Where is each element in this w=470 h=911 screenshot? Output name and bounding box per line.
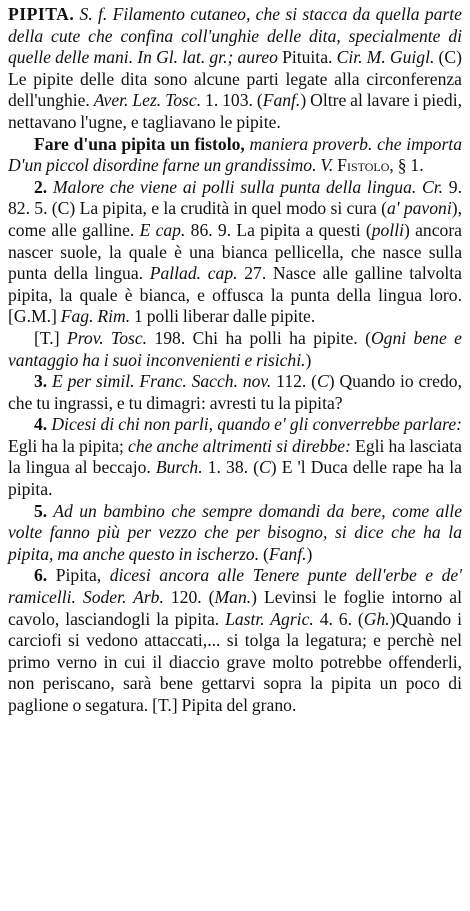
italic-text: polli <box>371 219 404 240</box>
italic-text: a' pavoni <box>386 198 452 219</box>
italic-text: Fanf. <box>268 543 307 564</box>
text-run: Pipita, <box>47 565 110 586</box>
text-run: 112. ( <box>276 371 318 392</box>
bold-phrase: Fare d'una pipita un fistolo, <box>34 133 245 154</box>
italic-text: Man. <box>214 587 252 608</box>
text-run: 4. 6. ( <box>319 608 364 629</box>
headword: PIPITA. <box>8 4 75 24</box>
sense-6 <box>8 565 462 716</box>
text-run: ( <box>263 543 269 564</box>
italic-text: Cir. M. Guigl. <box>336 47 439 68</box>
sense-number: 6. <box>34 565 48 586</box>
italic-text: Fanf. <box>262 90 301 111</box>
text-run: ), come alle galline. <box>8 198 462 240</box>
italic-text: Malore che viene ai polli sulla punta della lingua. Cr. <box>47 176 449 197</box>
sense-number: 4. <box>34 414 48 435</box>
sense-4 <box>8 414 462 500</box>
text-run: ) E 'l Duca delle rape ha la pipita. <box>8 457 462 500</box>
italic-text: Burch. <box>155 457 208 478</box>
italic-text: Prov. Tosc. <box>66 327 155 348</box>
text-run: )Quando i carciofi si vedono attaccati,... si tolga la legatura; e perchè nel primo verno in cui il diaccio grave molto potrebbe offenderli, non periscano, sarà bene gettarvi sopra la pipita un poco di paglione o segatura. [T.] Pipita del grano. <box>8 608 463 715</box>
italic-text: Pallad. cap. <box>149 263 245 284</box>
text-run: 86. 9. La pipita a questi ( <box>190 219 372 240</box>
text-run: 1. 38. ( <box>207 457 259 478</box>
italic-text: S. f. Filamento cutaneo, che si stacca da quella parte della cute che confina coll'unghie delle dita, specialmente di quelle delle mani. In Gl. lat. gr.; aureo <box>8 4 462 68</box>
text-run: [T.] <box>34 327 67 348</box>
text-run: Egli ha la pipita; <box>8 435 129 456</box>
text-run: , § 1. <box>389 155 424 176</box>
italic-text: C <box>317 371 329 392</box>
proverbial-phrase <box>8 134 462 177</box>
italic-text: Lastr. Agric. <box>225 608 320 629</box>
italic-text: Gh. <box>363 608 390 629</box>
text-run: ) <box>306 543 313 564</box>
italic-text: Ogni bene e vantaggio ha i suoi inconvenienti e risichi. <box>8 327 462 370</box>
sense-number: 2. <box>34 176 48 197</box>
italic-text: E per simil. Franc. Sacch. nov. <box>47 371 277 392</box>
italic-text: dicesi ancora alle Tenere punte dell'erbe e de' ramicelli. Soder. Arb. <box>8 565 462 608</box>
sense-3 <box>8 371 462 414</box>
italic-text: maniera proverb. che importa D'un piccol disordine farne un grandissimo. V. <box>8 133 462 176</box>
proverb-citation <box>8 328 462 371</box>
text-run: 198. Chi ha polli ha pipite. ( <box>154 327 371 348</box>
text-run: 27. Nasce alle galline talvolta pipita, la quale è bianca, e offusca la punta della lingua loro. [G.M.] <box>8 263 462 327</box>
text-run: 120. ( <box>170 587 215 608</box>
italic-text: che anche altrimenti si direbbe: <box>128 435 356 456</box>
italic-text: Fag. Rim. <box>60 306 135 327</box>
entry-definition <box>8 4 462 134</box>
text-run: ) Oltre al lavare i piedi, nettavano l'ugne, e tagliavano le pipite. <box>8 90 463 132</box>
sense-number: 3. <box>34 371 48 392</box>
text-run: 1 polli liberar dalle pipite. <box>134 306 316 327</box>
text-run: ) <box>305 349 312 370</box>
sense-number: 5. <box>34 500 48 521</box>
italic-text: Aver. Lez. Tosc. <box>93 90 206 111</box>
text-run: 1. 103. ( <box>205 90 263 111</box>
italic-text: E cap. <box>139 219 191 240</box>
text-run: 9. 82. 5. (C) La pipita, e la crudità in quel modo si cura ( <box>8 176 462 219</box>
italic-text: C <box>258 457 271 478</box>
small-caps-ref: Fistolo <box>337 155 390 176</box>
text-run: Pituita. <box>282 47 337 68</box>
sense-2 <box>8 177 462 328</box>
sense-5 <box>8 501 462 566</box>
text-run: ) ancora nascer suole, la quale è una bianca pellicella, che nasce sulla punta della lingua. <box>8 219 462 284</box>
text-run: Egli ha lasciata la lingua al beccajo. <box>8 435 462 478</box>
text-run: (C) Le pipite delle dita sono alcune parti legate alla circonferenza dell'unghie. <box>8 47 462 111</box>
text-run: ) Levinsi le foglie intorno al cavolo, lasciandogli la pipita. <box>8 587 462 629</box>
italic-text: Ad un bambino che sempre domandi da bere, come alle volte fanno più per vezzo che per bisogno, si dice che ha la pipita, ma anche questo in ischerzo. <box>8 500 462 564</box>
text-run: ) Quando io credo, che tu ingrassi, e tu dimagri: avresti tu la pipita? <box>8 371 462 413</box>
italic-text: Dicesi di chi non parli, quando e' gli converrebbe parlare: <box>47 414 462 435</box>
